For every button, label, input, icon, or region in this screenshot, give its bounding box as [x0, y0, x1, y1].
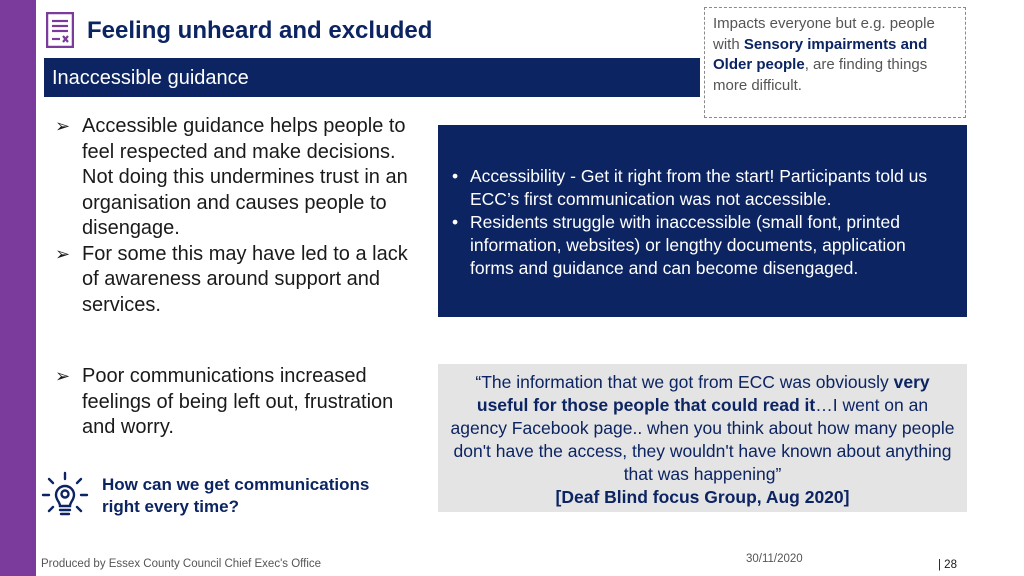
findings-box: [438, 125, 967, 317]
impact-callout: [704, 7, 966, 118]
left-bullet-list: [55, 114, 420, 318]
finding-text: Residents struggle with inaccessible (small font, printed information, websites) or lengthy documents, application forms and guidance and can become disengaged.: [470, 212, 906, 278]
bullet-text: Accessible guidance helps people to feel respected and make decisions. Not doing this undermines trust in an organisation and causes people to disengage.: [82, 115, 408, 239]
section-title: Inaccessible guidance: [52, 67, 249, 89]
quote-source: [Deaf Blind focus Group, Aug 2020]: [555, 487, 850, 507]
section-banner: [44, 58, 700, 97]
question-text: How can we get communications right every time?: [102, 475, 370, 516]
page-title: Feeling unheard and excluded: [87, 17, 433, 44]
list-item: [452, 165, 953, 211]
quote-bold: very useful for those people that could read it: [476, 372, 930, 415]
arrow-bullet-icon: ➢: [55, 243, 71, 264]
finding-text: Accessibility - Get it right from the start! Participants told us ECC’s first communication was not accessible.: [470, 166, 928, 209]
arrow-bullet-icon: ➢: [55, 366, 71, 386]
document-icon: [46, 12, 74, 48]
page-number: | 28: [938, 559, 957, 571]
list-item: [55, 114, 420, 242]
callout-text-post: , are finding things more difficult.: [713, 56, 928, 94]
bullet-dot-icon: •: [452, 166, 459, 186]
accent-bar: [0, 0, 36, 576]
quote-part-1: “The information that we got from ECC was obviously: [475, 372, 894, 392]
left-bullet-list-2: [55, 364, 420, 441]
callout-text-pre: Impacts everyone but e.g. people with: [713, 15, 935, 53]
footer-credit: Produced by Essex County Council Chief Exec's Office: [41, 558, 322, 570]
quote-part-2: …I went on an agency Facebook page.. when you think about how many people don't have the access, they wouldn't have known about anything that was happening”: [450, 395, 955, 484]
list-item: [55, 364, 420, 441]
footer-date: 30/11/2020: [746, 553, 803, 565]
bullet-text: For some this may have led to a lack of awareness around support and services.: [82, 242, 408, 316]
lightbulb-gear-icon: [40, 471, 90, 521]
list-item: [452, 211, 953, 280]
bullet-dot-icon: •: [452, 212, 459, 232]
quote-box: [438, 364, 967, 512]
list-item: [55, 242, 420, 319]
callout-text-bold: Sensory impairments and Older people: [713, 35, 928, 73]
arrow-bullet-icon: ➢: [55, 116, 71, 136]
bullet-text: Poor communications increased feelings of being left out, frustration and worry.: [82, 365, 394, 438]
